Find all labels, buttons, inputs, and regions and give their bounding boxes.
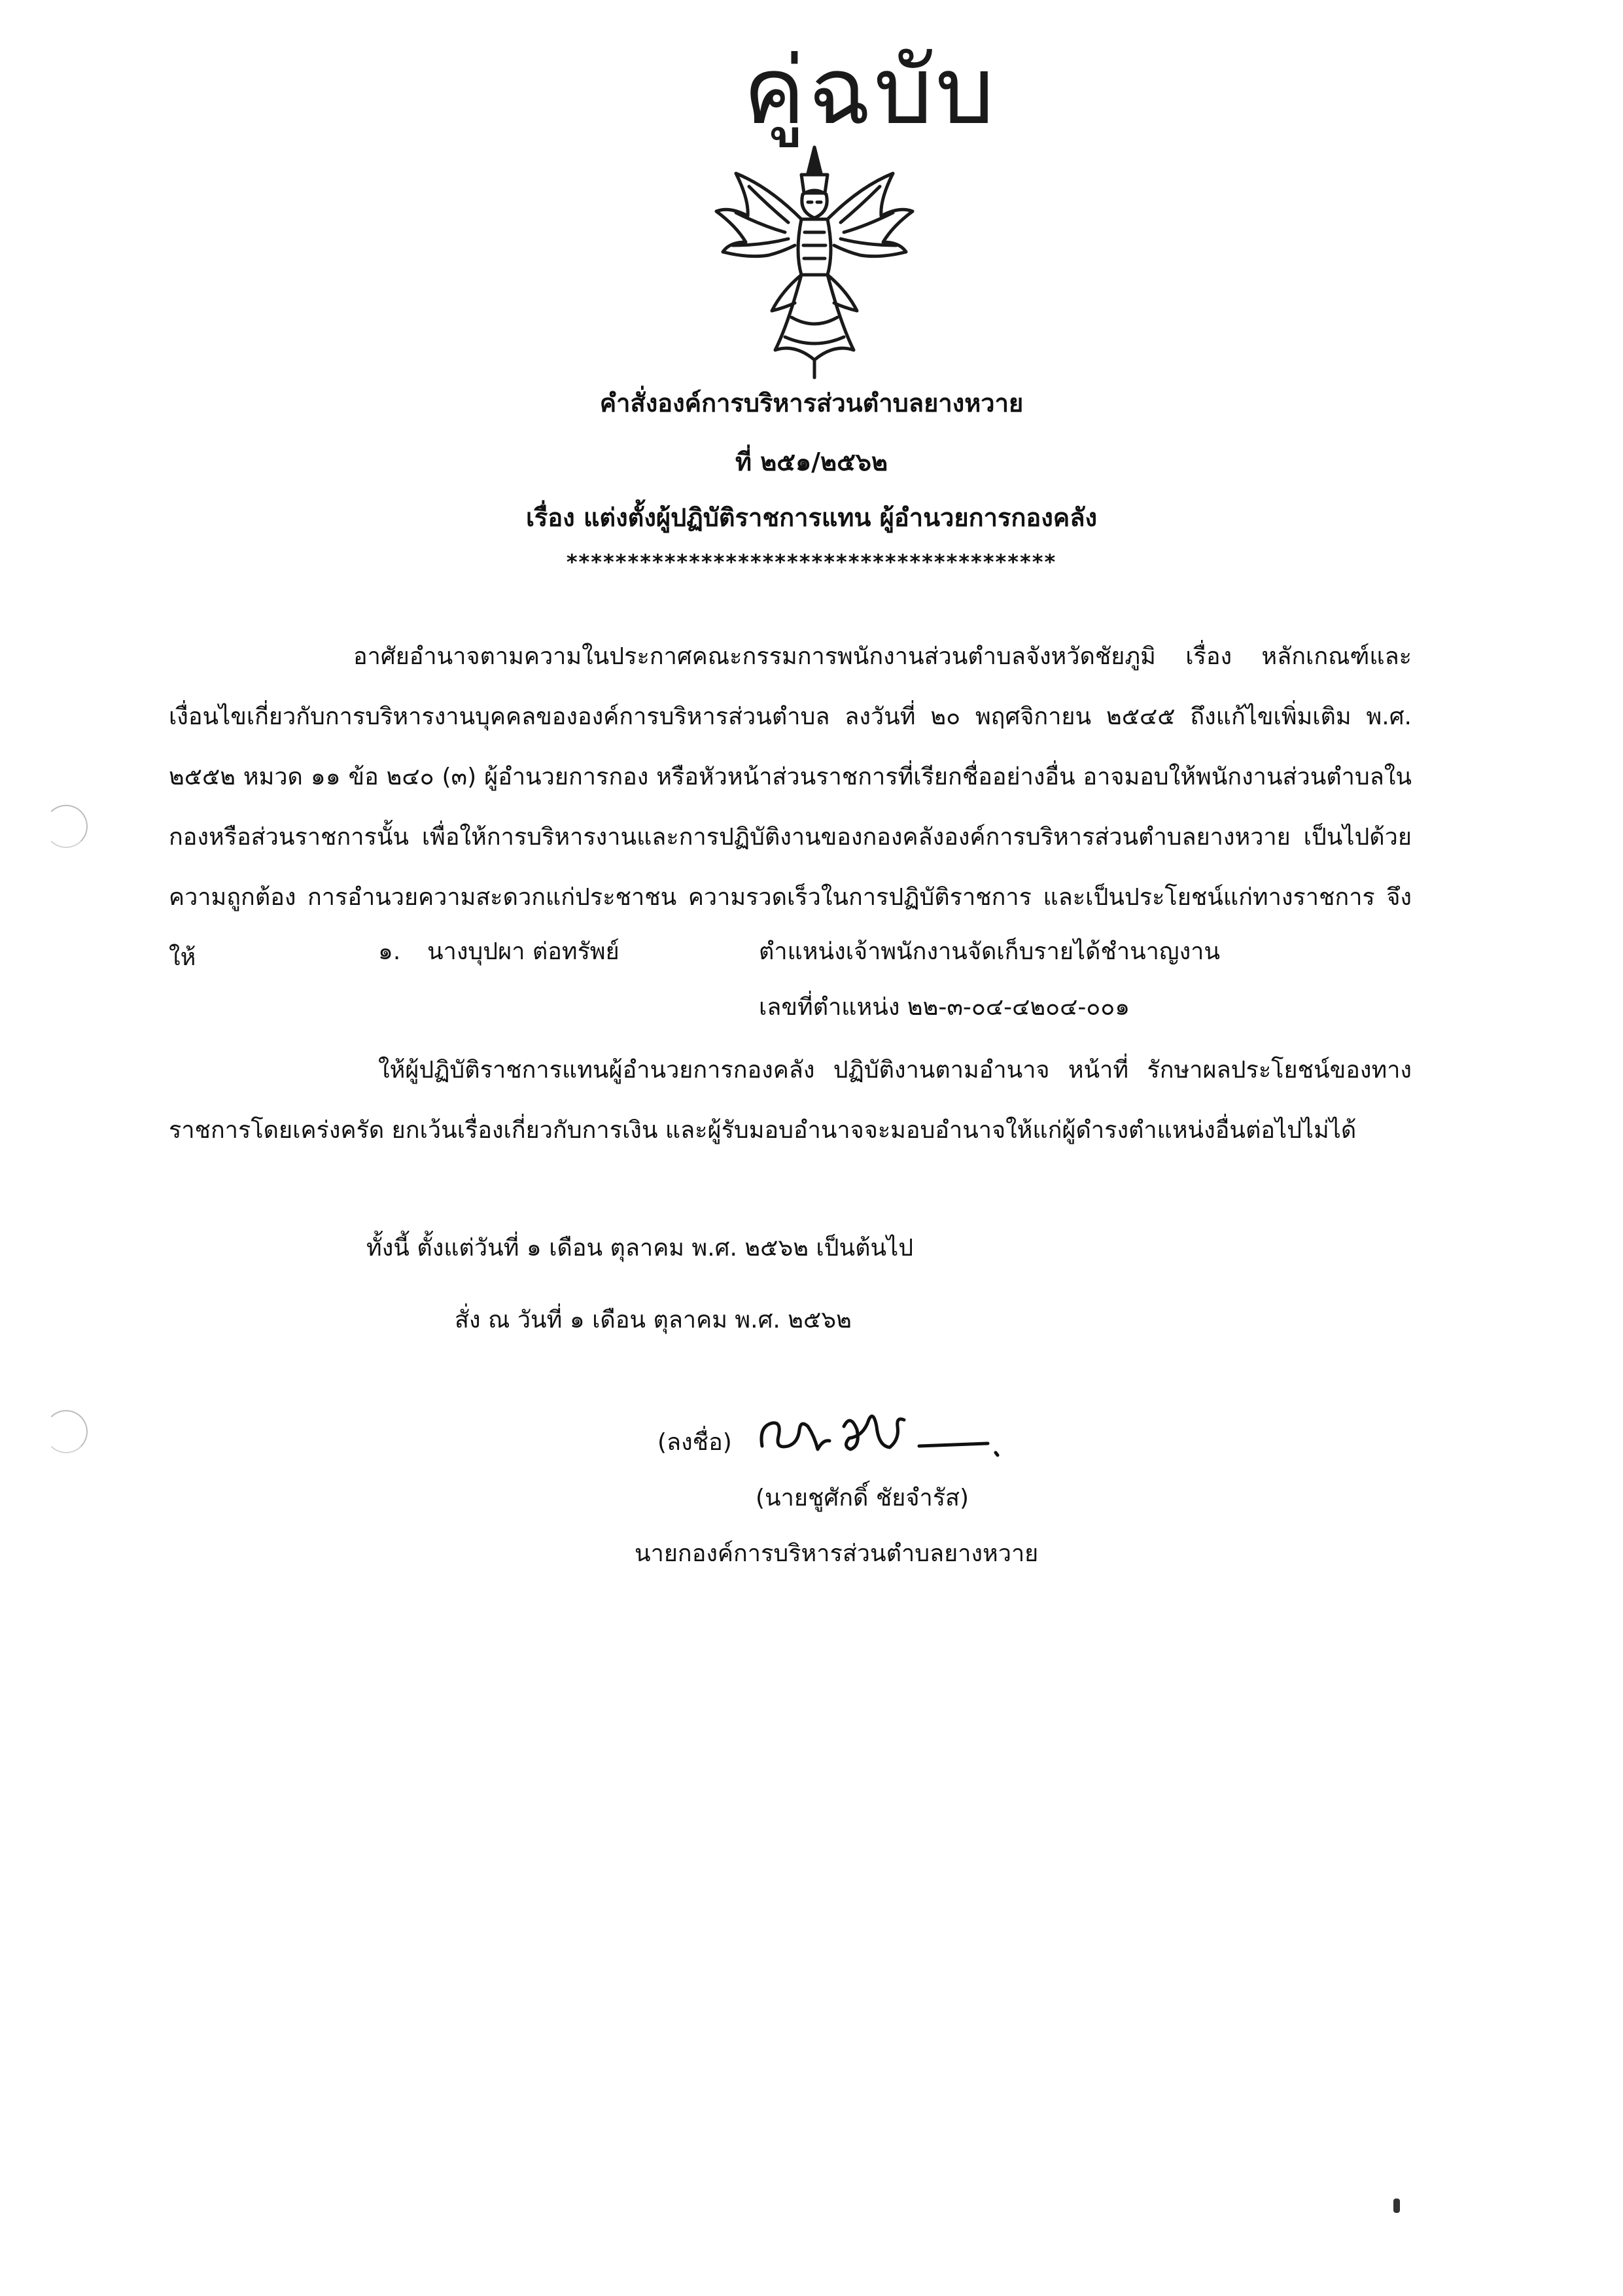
appointee-name: นางบุปผา ต่อทรัพย์ <box>427 938 620 965</box>
appointee-position-number: เลขที่ตำแหน่ง ๒๒-๓-๐๔-๔๒๐๔-๐๐๑ <box>759 994 1130 1021</box>
effective-date: ทั้งนี้ ตั้งแต่วันที่ ๑ เดือน ตุลาคม พ.ศ. ๒๕๖๒ เป็นต้นไป <box>366 1235 914 1262</box>
scan-speck <box>1393 2199 1400 2213</box>
order-subject: เรื่อง แต่งตั้งผู้ปฏิบัติราชการแทน ผู้อำนวยการกองคลัง <box>525 503 1098 532</box>
separator-line: **************************************** <box>566 550 1057 574</box>
signer-name: (นายชูศักดิ์ ชัยจำรัส) <box>756 1485 969 1511</box>
order-date: สั่ง ณ วันที่ ๑ เดือน ตุลาคม พ.ศ. ๒๕๖๒ <box>455 1307 852 1333</box>
signature-label: (ลงชื่อ) <box>657 1429 732 1456</box>
handwritten-signature <box>752 1400 1001 1472</box>
copy-stamp: คู่ฉบับ <box>743 37 997 145</box>
appointee-number: ๑. <box>378 938 401 965</box>
signer-title: นายกองค์การบริหารส่วนตำบลยางหวาย <box>635 1540 1039 1567</box>
garuda-emblem-icon <box>710 134 919 383</box>
order-number: ที่ ๒๕๑/๒๕๖๒ <box>735 448 888 476</box>
punch-hole-mark <box>44 1410 88 1453</box>
duties-paragraph: ให้ผู้ปฏิบัติราชการแทนผู้อำนวยการกองคลัง ปฏิบัติงานตามอำนาจ หน้าที่ รักษาผลประโยชน์ของทางราชการโดยเคร่งครัด ยกเว้นเรื่องเกี่ยวกับการเงิน และผู้รับมอบอำนาจจะมอบอำนาจให้แก่ผู้ดำรงตำแหน่งอื่นต่อไปไม่ได้ <box>169 1057 1412 1144</box>
authority-paragraph: อาศัยอำนาจตามความในประกาศคณะกรรมการพนักงานส่วนตำบลจังหวัดชัยภูมิ เรื่อง หลักเกณฑ์และเงื่อนไขเกี่ยวกับการบริหารงานบุคคลขององค์การบริหารส่วนตำบล ลงวันที่ ๒๐ พฤศจิกายน ๒๕๔๕ ถึงแก้ไขเพิ่มเติม พ.ศ. ๒๕๕๒ หมวด ๑๑ ข้อ ๒๔๐ (๓) ผู้อำนวยการกอง หรือหัวหน้าส่วนราชการที่เรียกชื่ออย่างอื่น อาจมอบให้พนักงานส่วนตำบลในกองหรือส่วนราชการนั้น เพื่อให้การบริหารงานและการปฏิบัติงานของกองคลังองค์การบริหารส่วนตำบลยางหวาย เป็นไปด้วยความถูกต้อง การอำนวยความสะดวกแก่ประชาชน ความรวดเร็วในการปฏิบัติราชการ และเป็นประโยชน์แก่ทางราชการ จึงให้ <box>169 643 1412 971</box>
appointee-position: ตำแหน่งเจ้าพนักงานจัดเก็บรายได้ชำนาญงาน <box>759 938 1220 965</box>
order-title: คำสั่งองค์การบริหารส่วนตำบลยางหวาย <box>599 389 1024 417</box>
punch-hole-mark <box>44 805 88 848</box>
